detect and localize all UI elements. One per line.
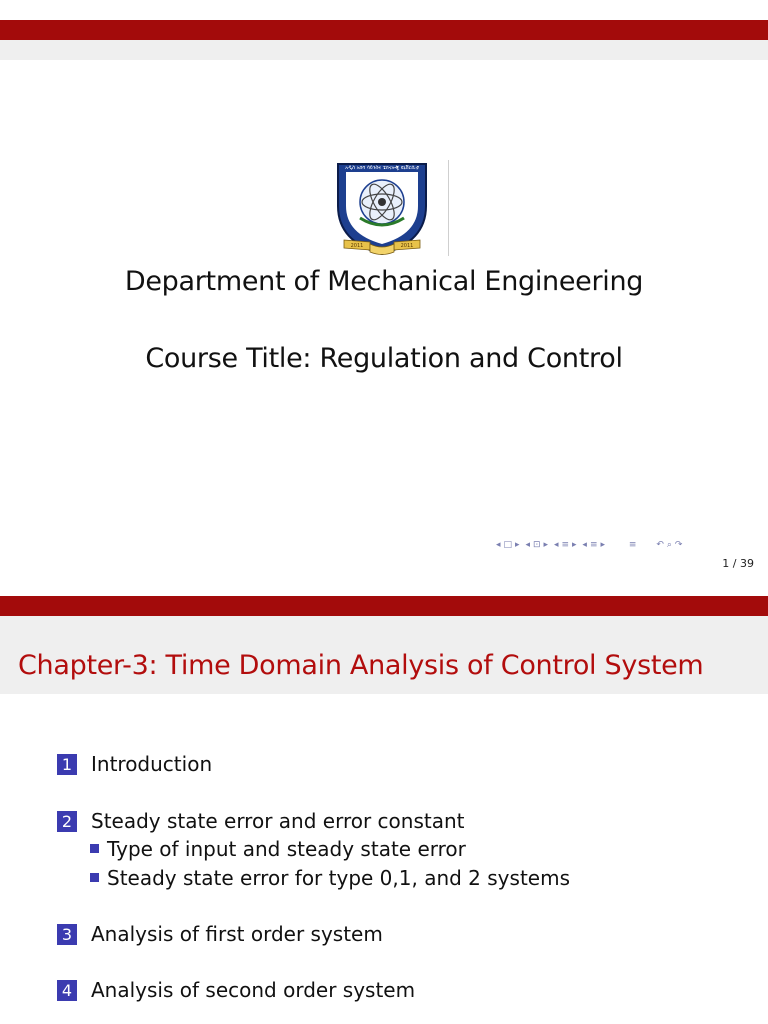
nav-section-icon[interactable]: ≡ — [561, 540, 570, 550]
toc-item-label: Analysis of second order system — [91, 978, 416, 1002]
nav-next-frame-icon[interactable]: ▸ — [515, 540, 520, 550]
toc-number-badge: 3 — [57, 924, 77, 945]
nav-forward-icon[interactable]: ↷ — [674, 540, 683, 550]
toc-item[interactable] — [57, 978, 415, 1002]
toc-item[interactable] — [57, 752, 212, 776]
nav-prev-part-icon[interactable]: ◂ — [582, 540, 587, 550]
university-logo — [330, 158, 434, 258]
toc-number-badge: 1 — [57, 754, 77, 775]
nav-next-section-icon[interactable]: ▸ — [572, 540, 577, 550]
nav-frame-icon[interactable]: □ — [503, 540, 513, 550]
svg-text:2011: 2011 — [400, 243, 414, 249]
header-red-bar — [0, 596, 768, 616]
header-red-bar — [0, 20, 768, 40]
svg-text:አዲስ አበባ ሳይንስና ቴክኖሎጂ ዩኒቨርሲቲ: አዲስ አበባ ሳይንስና ቴክኖሎጂ ዩኒቨርሲቲ — [345, 165, 419, 171]
toc-subitem-label: Type of input and steady state error — [107, 837, 466, 861]
nav-search-icon[interactable]: ⌕ — [666, 540, 672, 550]
nav-prev-section-icon[interactable]: ◂ — [553, 540, 559, 550]
nav-back-icon[interactable]: ↶ — [656, 540, 664, 550]
nav-toc-icon[interactable]: ≡ — [628, 540, 637, 550]
toc-number-badge: 2 — [57, 811, 77, 832]
toc-item-label: Introduction — [91, 752, 213, 776]
nav-subsection-icon[interactable]: ⊡ — [532, 540, 541, 550]
nav-prev-subsection-icon[interactable]: ◂ — [525, 540, 530, 550]
nav-part-icon[interactable]: ≡ — [589, 540, 598, 550]
nav-next-subsection-icon[interactable]: ▸ — [543, 540, 549, 550]
toc-item-label: Analysis of first order system — [91, 922, 383, 946]
svg-text:2011: 2011 — [350, 243, 364, 249]
logo-divider — [448, 160, 449, 256]
nav-prev-frame-icon[interactable]: ◂ — [496, 540, 501, 550]
bullet-square-icon — [90, 844, 99, 853]
page-number: 1 / 39 — [722, 557, 754, 570]
course-title: Course Title: Regulation and Control — [145, 343, 623, 374]
toc-item-label: Steady state error and error constant — [91, 809, 465, 833]
toc-item[interactable] — [57, 809, 465, 833]
chapter-title: Chapter-3: Time Domain Analysis of Control System — [18, 650, 704, 681]
header-grey-bar — [0, 40, 768, 60]
toc-number-badge: 4 — [57, 980, 77, 1001]
nav-next-part-icon[interactable]: ▸ — [600, 540, 606, 550]
department-title: Department of Mechanical Engineering — [124, 266, 644, 297]
toc-item[interactable] — [57, 922, 383, 946]
beamer-navigation — [496, 540, 762, 554]
toc-subitem[interactable] — [90, 837, 466, 861]
toc-subitem-label: Steady state error for type 0,1, and 2 systems — [107, 866, 570, 890]
toc-subitem[interactable] — [90, 866, 570, 890]
bullet-square-icon — [90, 873, 99, 882]
